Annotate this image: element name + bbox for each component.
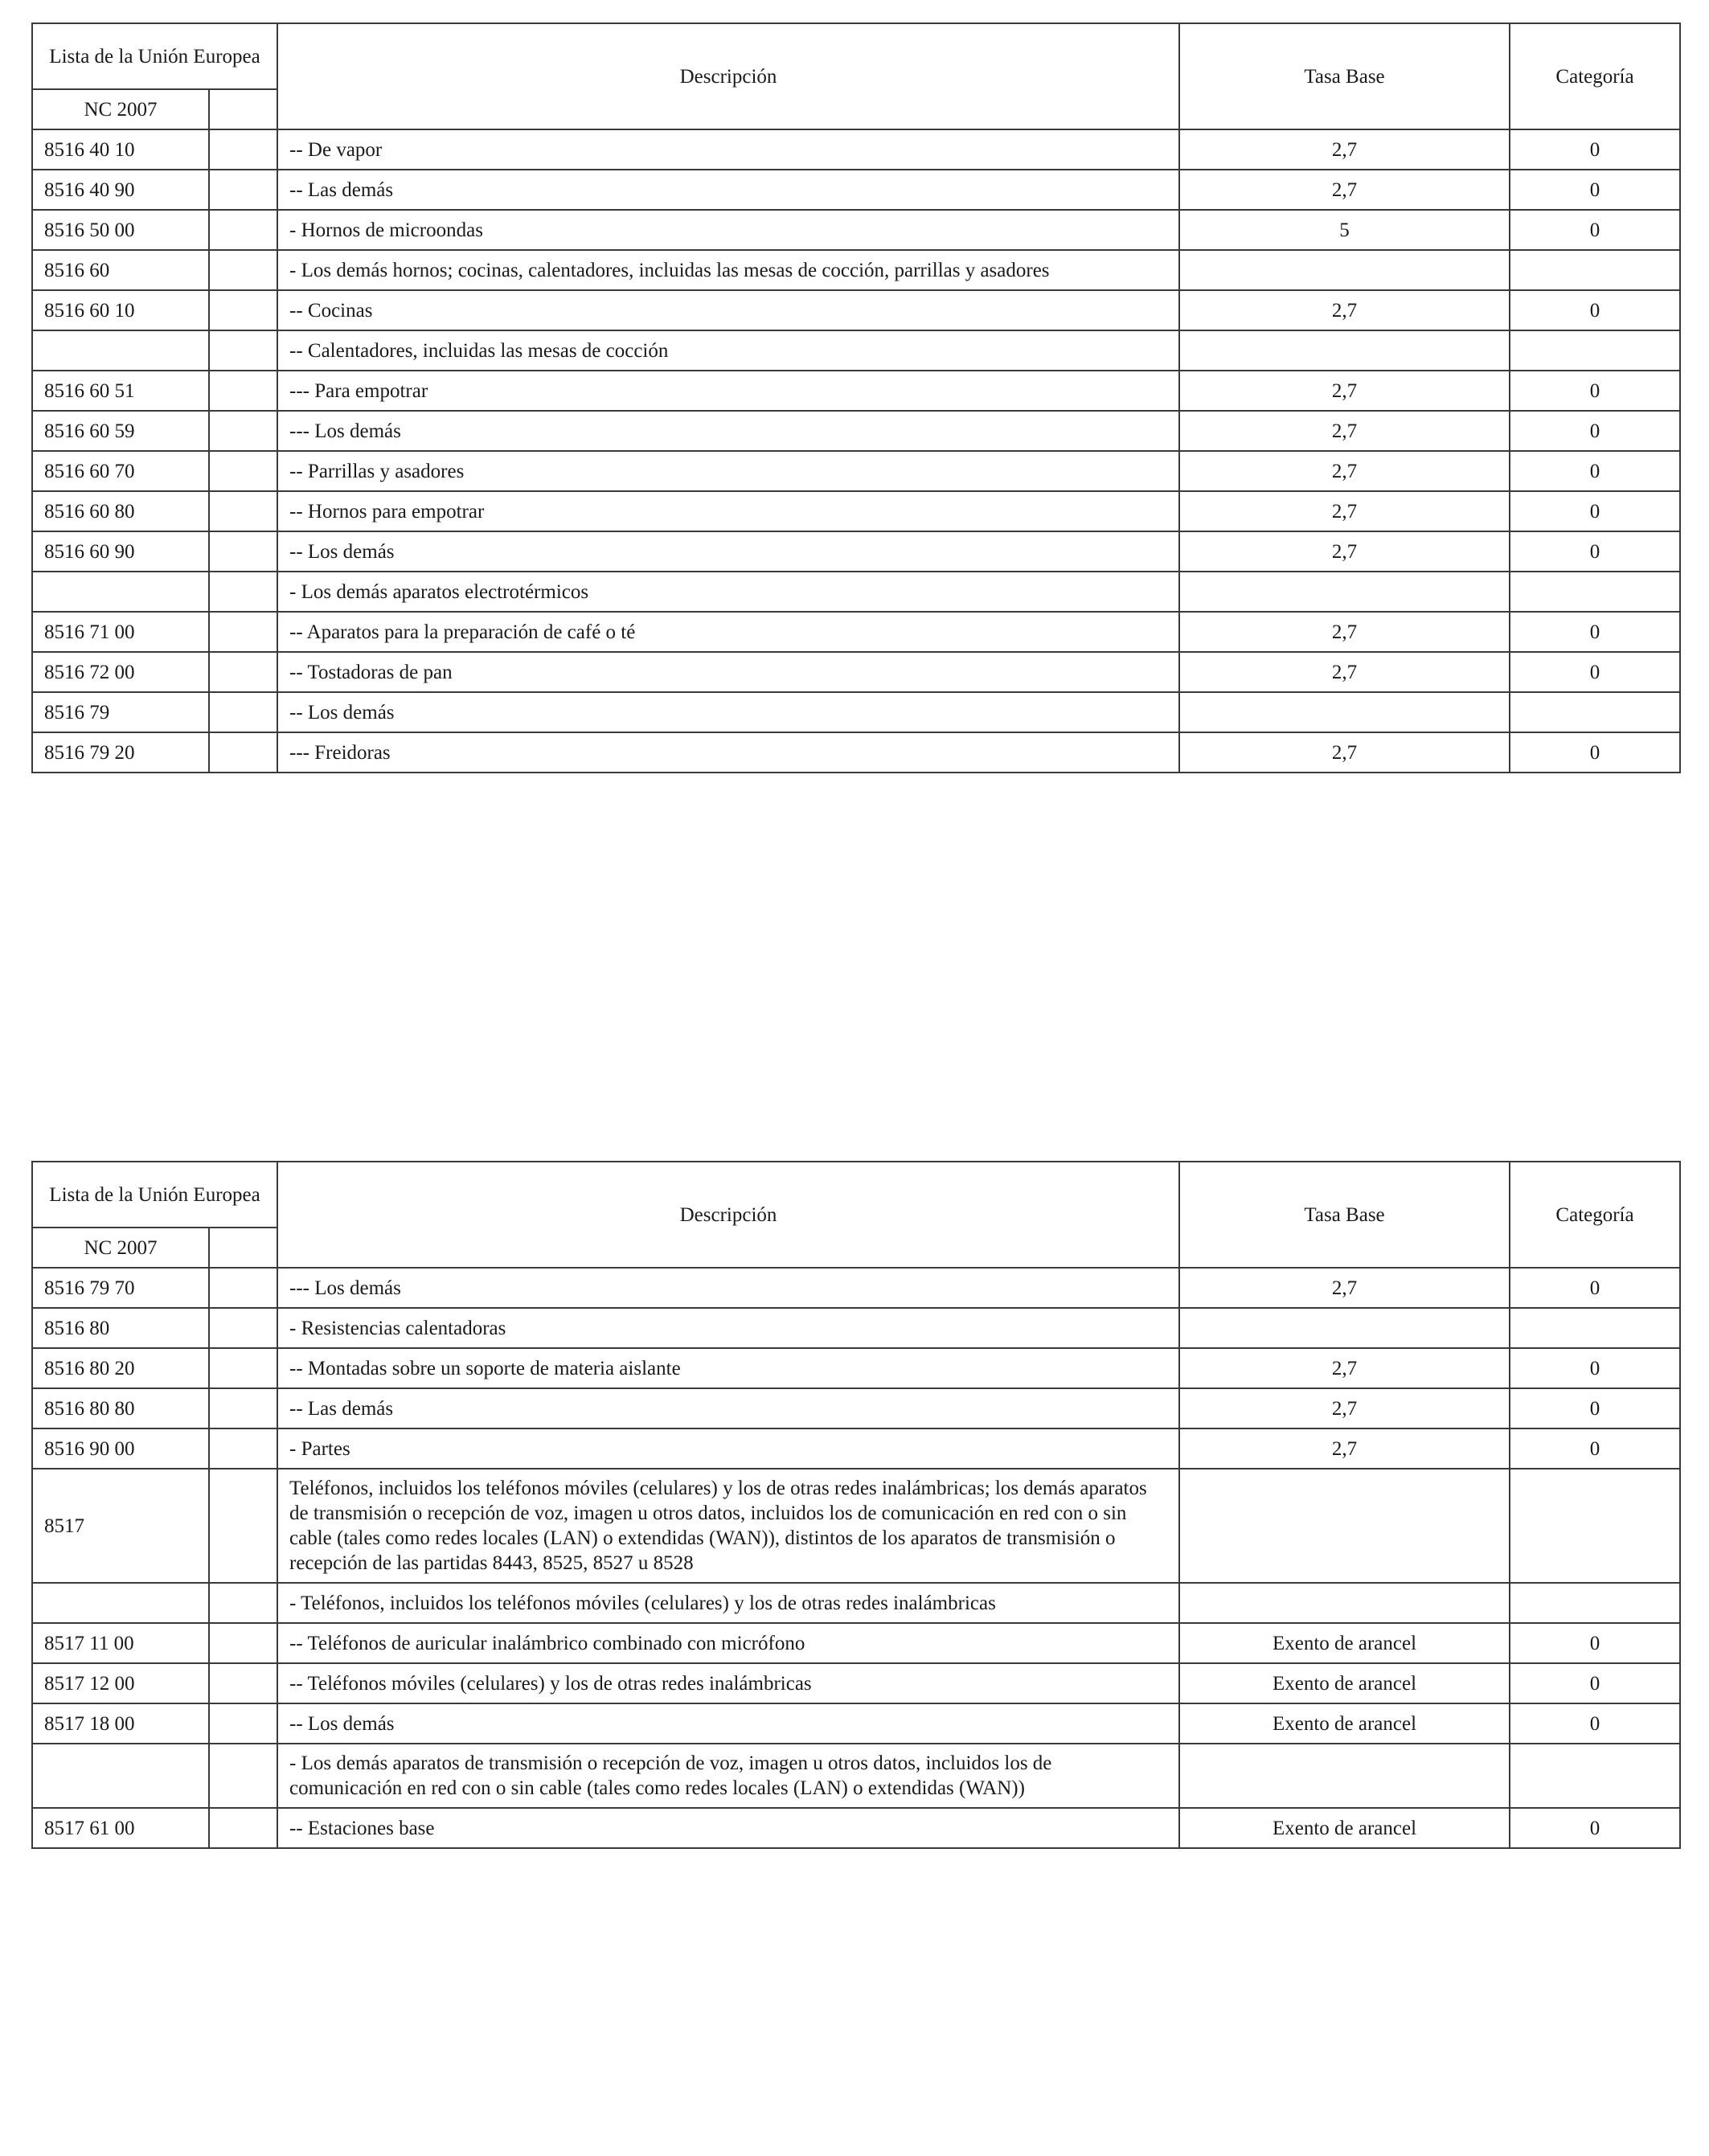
cell-description: - Partes (277, 1428, 1179, 1469)
cell-code (32, 1583, 209, 1623)
cell-rate (1179, 572, 1510, 612)
cell-blank (209, 1583, 277, 1623)
cell-category: 0 (1510, 1663, 1680, 1703)
cell-description: -- De vapor (277, 129, 1179, 170)
cell-category (1510, 1308, 1680, 1348)
cell-rate: 2,7 (1179, 1388, 1510, 1428)
cell-rate: 2,7 (1179, 411, 1510, 451)
cell-code: 8516 40 10 (32, 129, 209, 170)
table-row (32, 1808, 1680, 1848)
table-row (32, 1623, 1680, 1663)
cell-blank (209, 1428, 277, 1469)
cell-rate (1179, 692, 1510, 732)
cell-description: -- Las demás (277, 1388, 1179, 1428)
cell-code: 8516 79 (32, 692, 209, 732)
cell-category: 0 (1510, 129, 1680, 170)
cell-code: 8516 71 00 (32, 612, 209, 652)
cell-rate (1179, 1583, 1510, 1623)
cell-code (32, 330, 209, 371)
tariff-table-2 (31, 1161, 1681, 1849)
cell-blank (209, 411, 277, 451)
cell-description: - Los demás aparatos electrotérmicos (277, 572, 1179, 612)
cell-blank (209, 1469, 277, 1583)
cell-blank (209, 210, 277, 250)
table-row (32, 1703, 1680, 1744)
cell-blank (209, 1663, 277, 1703)
table-1-body (32, 129, 1680, 773)
cell-category: 0 (1510, 290, 1680, 330)
cell-rate: 2,7 (1179, 290, 1510, 330)
cell-description: -- Los demás (277, 531, 1179, 572)
cell-code: 8517 (32, 1469, 209, 1583)
cell-description: - Hornos de microondas (277, 210, 1179, 250)
table-row (32, 330, 1680, 371)
cell-rate: 2,7 (1179, 1428, 1510, 1469)
cell-blank (209, 612, 277, 652)
cell-code: 8516 72 00 (32, 652, 209, 692)
table-row (32, 129, 1680, 170)
cell-category (1510, 692, 1680, 732)
cell-category: 0 (1510, 1348, 1680, 1388)
table-row (32, 732, 1680, 773)
cell-rate (1179, 1744, 1510, 1808)
cell-blank (209, 1308, 277, 1348)
cell-rate (1179, 250, 1510, 290)
cell-rate (1179, 1308, 1510, 1348)
cell-description: -- Tostadoras de pan (277, 652, 1179, 692)
header-description: Descripción (277, 23, 1179, 129)
cell-rate: 2,7 (1179, 652, 1510, 692)
cell-category (1510, 1583, 1680, 1623)
cell-description: --- Para empotrar (277, 371, 1179, 411)
cell-code: 8516 79 70 (32, 1268, 209, 1308)
cell-category: 0 (1510, 1388, 1680, 1428)
cell-category: 0 (1510, 1428, 1680, 1469)
cell-rate: 2,7 (1179, 129, 1510, 170)
table-row (32, 491, 1680, 531)
cell-blank (209, 692, 277, 732)
table-row (32, 572, 1680, 612)
cell-blank (209, 652, 277, 692)
cell-description: -- Montadas sobre un soporte de materia aislante (277, 1348, 1179, 1388)
cell-description: -- Los demás (277, 692, 1179, 732)
header-category: Categoría (1510, 1162, 1680, 1268)
cell-rate: 5 (1179, 210, 1510, 250)
cell-category (1510, 330, 1680, 371)
cell-description: --- Los demás (277, 411, 1179, 451)
table-row (32, 1583, 1680, 1623)
table-row (32, 1348, 1680, 1388)
cell-blank (209, 129, 277, 170)
cell-rate: 2,7 (1179, 170, 1510, 210)
cell-category: 0 (1510, 612, 1680, 652)
header-list: Lista de la Unión Europea (32, 1162, 277, 1228)
cell-rate: 2,7 (1179, 612, 1510, 652)
table-row (32, 250, 1680, 290)
cell-blank (209, 1623, 277, 1663)
cell-category: 0 (1510, 732, 1680, 773)
cell-blank (209, 290, 277, 330)
cell-description: -- Estaciones base (277, 1808, 1179, 1848)
table-row (32, 451, 1680, 491)
cell-category: 0 (1510, 491, 1680, 531)
cell-blank (209, 491, 277, 531)
cell-blank (209, 1388, 277, 1428)
cell-code: 8516 60 80 (32, 491, 209, 531)
table-row (32, 210, 1680, 250)
header-blank (209, 89, 277, 129)
cell-blank (209, 1744, 277, 1808)
cell-code: 8517 18 00 (32, 1703, 209, 1744)
cell-code: 8516 60 90 (32, 531, 209, 572)
cell-blank (209, 1703, 277, 1744)
header-nc: NC 2007 (32, 89, 209, 129)
cell-code: 8516 50 00 (32, 210, 209, 250)
cell-rate: 2,7 (1179, 1348, 1510, 1388)
table-row (32, 1744, 1680, 1808)
cell-description: -- Teléfonos de auricular inalámbrico combinado con micrófono (277, 1623, 1179, 1663)
table-row (32, 1663, 1680, 1703)
cell-blank (209, 732, 277, 773)
cell-code: 8517 12 00 (32, 1663, 209, 1703)
header-list: Lista de la Unión Europea (32, 23, 277, 89)
cell-category: 0 (1510, 170, 1680, 210)
cell-code: 8517 11 00 (32, 1623, 209, 1663)
header-rate: Tasa Base (1179, 23, 1510, 129)
cell-category: 0 (1510, 371, 1680, 411)
cell-code: 8517 61 00 (32, 1808, 209, 1848)
table-row (32, 1428, 1680, 1469)
cell-description: - Resistencias calentadoras (277, 1308, 1179, 1348)
cell-blank (209, 451, 277, 491)
cell-code: 8516 40 90 (32, 170, 209, 210)
cell-rate (1179, 330, 1510, 371)
cell-code: 8516 60 51 (32, 371, 209, 411)
table-row (32, 411, 1680, 451)
cell-category (1510, 572, 1680, 612)
cell-blank (209, 371, 277, 411)
cell-description: - Los demás aparatos de transmisión o recepción de voz, imagen u otros datos, incluidos los de comunicación en red con o sin cable (tales como redes locales (LAN) o extendidas (WAN)) (277, 1744, 1179, 1808)
cell-category: 0 (1510, 1623, 1680, 1663)
cell-description: --- Los demás (277, 1268, 1179, 1308)
cell-description: -- Aparatos para la preparación de café o té (277, 612, 1179, 652)
table-row (32, 1268, 1680, 1308)
cell-blank (209, 572, 277, 612)
table-row (32, 612, 1680, 652)
cell-code (32, 1744, 209, 1808)
table-2-body (32, 1268, 1680, 1848)
cell-code: 8516 79 20 (32, 732, 209, 773)
cell-category: 0 (1510, 411, 1680, 451)
cell-category (1510, 1744, 1680, 1808)
cell-rate: Exento de arancel (1179, 1663, 1510, 1703)
header-description: Descripción (277, 1162, 1179, 1268)
cell-description: -- Cocinas (277, 290, 1179, 330)
cell-description: -- Hornos para empotrar (277, 491, 1179, 531)
cell-code: 8516 60 10 (32, 290, 209, 330)
header-category: Categoría (1510, 23, 1680, 129)
table-row (32, 1469, 1680, 1583)
cell-category: 0 (1510, 652, 1680, 692)
cell-code: 8516 60 70 (32, 451, 209, 491)
cell-blank (209, 1348, 277, 1388)
tariff-table-1 (31, 23, 1681, 773)
cell-rate: Exento de arancel (1179, 1808, 1510, 1848)
cell-category: 0 (1510, 1808, 1680, 1848)
cell-description: -- Calentadores, incluidas las mesas de cocción (277, 330, 1179, 371)
cell-category: 0 (1510, 531, 1680, 572)
table-row (32, 170, 1680, 210)
header-rate: Tasa Base (1179, 1162, 1510, 1268)
cell-category: 0 (1510, 451, 1680, 491)
cell-code: 8516 60 59 (32, 411, 209, 451)
cell-rate: 2,7 (1179, 371, 1510, 411)
cell-rate: Exento de arancel (1179, 1703, 1510, 1744)
cell-code: 8516 80 80 (32, 1388, 209, 1428)
table-row (32, 692, 1680, 732)
cell-rate: Exento de arancel (1179, 1623, 1510, 1663)
header-nc: NC 2007 (32, 1228, 209, 1268)
cell-description: -- Las demás (277, 170, 1179, 210)
cell-blank (209, 1268, 277, 1308)
cell-category: 0 (1510, 210, 1680, 250)
header-blank (209, 1228, 277, 1268)
cell-rate: 2,7 (1179, 491, 1510, 531)
cell-code (32, 572, 209, 612)
cell-code: 8516 90 00 (32, 1428, 209, 1469)
cell-description: - Los demás hornos; cocinas, calentadores, incluidas las mesas de cocción, parrillas y asadores (277, 250, 1179, 290)
cell-category (1510, 250, 1680, 290)
table-row (32, 1388, 1680, 1428)
cell-blank (209, 531, 277, 572)
cell-rate: 2,7 (1179, 531, 1510, 572)
cell-blank (209, 250, 277, 290)
table-row (32, 652, 1680, 692)
cell-category (1510, 1469, 1680, 1583)
cell-description: -- Teléfonos móviles (celulares) y los de otras redes inalámbricas (277, 1663, 1179, 1703)
table-row (32, 531, 1680, 572)
cell-code: 8516 80 (32, 1308, 209, 1348)
cell-rate: 2,7 (1179, 732, 1510, 773)
cell-blank (209, 330, 277, 371)
table-row (32, 1308, 1680, 1348)
cell-description: -- Los demás (277, 1703, 1179, 1744)
table-row (32, 290, 1680, 330)
cell-description: -- Parrillas y asadores (277, 451, 1179, 491)
cell-code: 8516 80 20 (32, 1348, 209, 1388)
cell-rate: 2,7 (1179, 451, 1510, 491)
cell-rate (1179, 1469, 1510, 1583)
cell-category: 0 (1510, 1268, 1680, 1308)
cell-description: - Teléfonos, incluidos los teléfonos móviles (celulares) y los de otras redes inalámbricas (277, 1583, 1179, 1623)
table-row (32, 371, 1680, 411)
cell-description: --- Freidoras (277, 732, 1179, 773)
cell-blank (209, 170, 277, 210)
cell-category: 0 (1510, 1703, 1680, 1744)
cell-rate: 2,7 (1179, 1268, 1510, 1308)
cell-code: 8516 60 (32, 250, 209, 290)
cell-blank (209, 1808, 277, 1848)
cell-description: Teléfonos, incluidos los teléfonos móviles (celulares) y los de otras redes inalámbricas; los demás aparatos de transmisión o recepción de voz, imagen u otros datos, incluidos los de comunicación en red con o sin cable (tales como redes locales (LAN) o extendidas (WAN)), distintos de los aparatos de transmisión o recepción de las partidas 8443, 8525, 8527 u 8528 (277, 1469, 1179, 1583)
